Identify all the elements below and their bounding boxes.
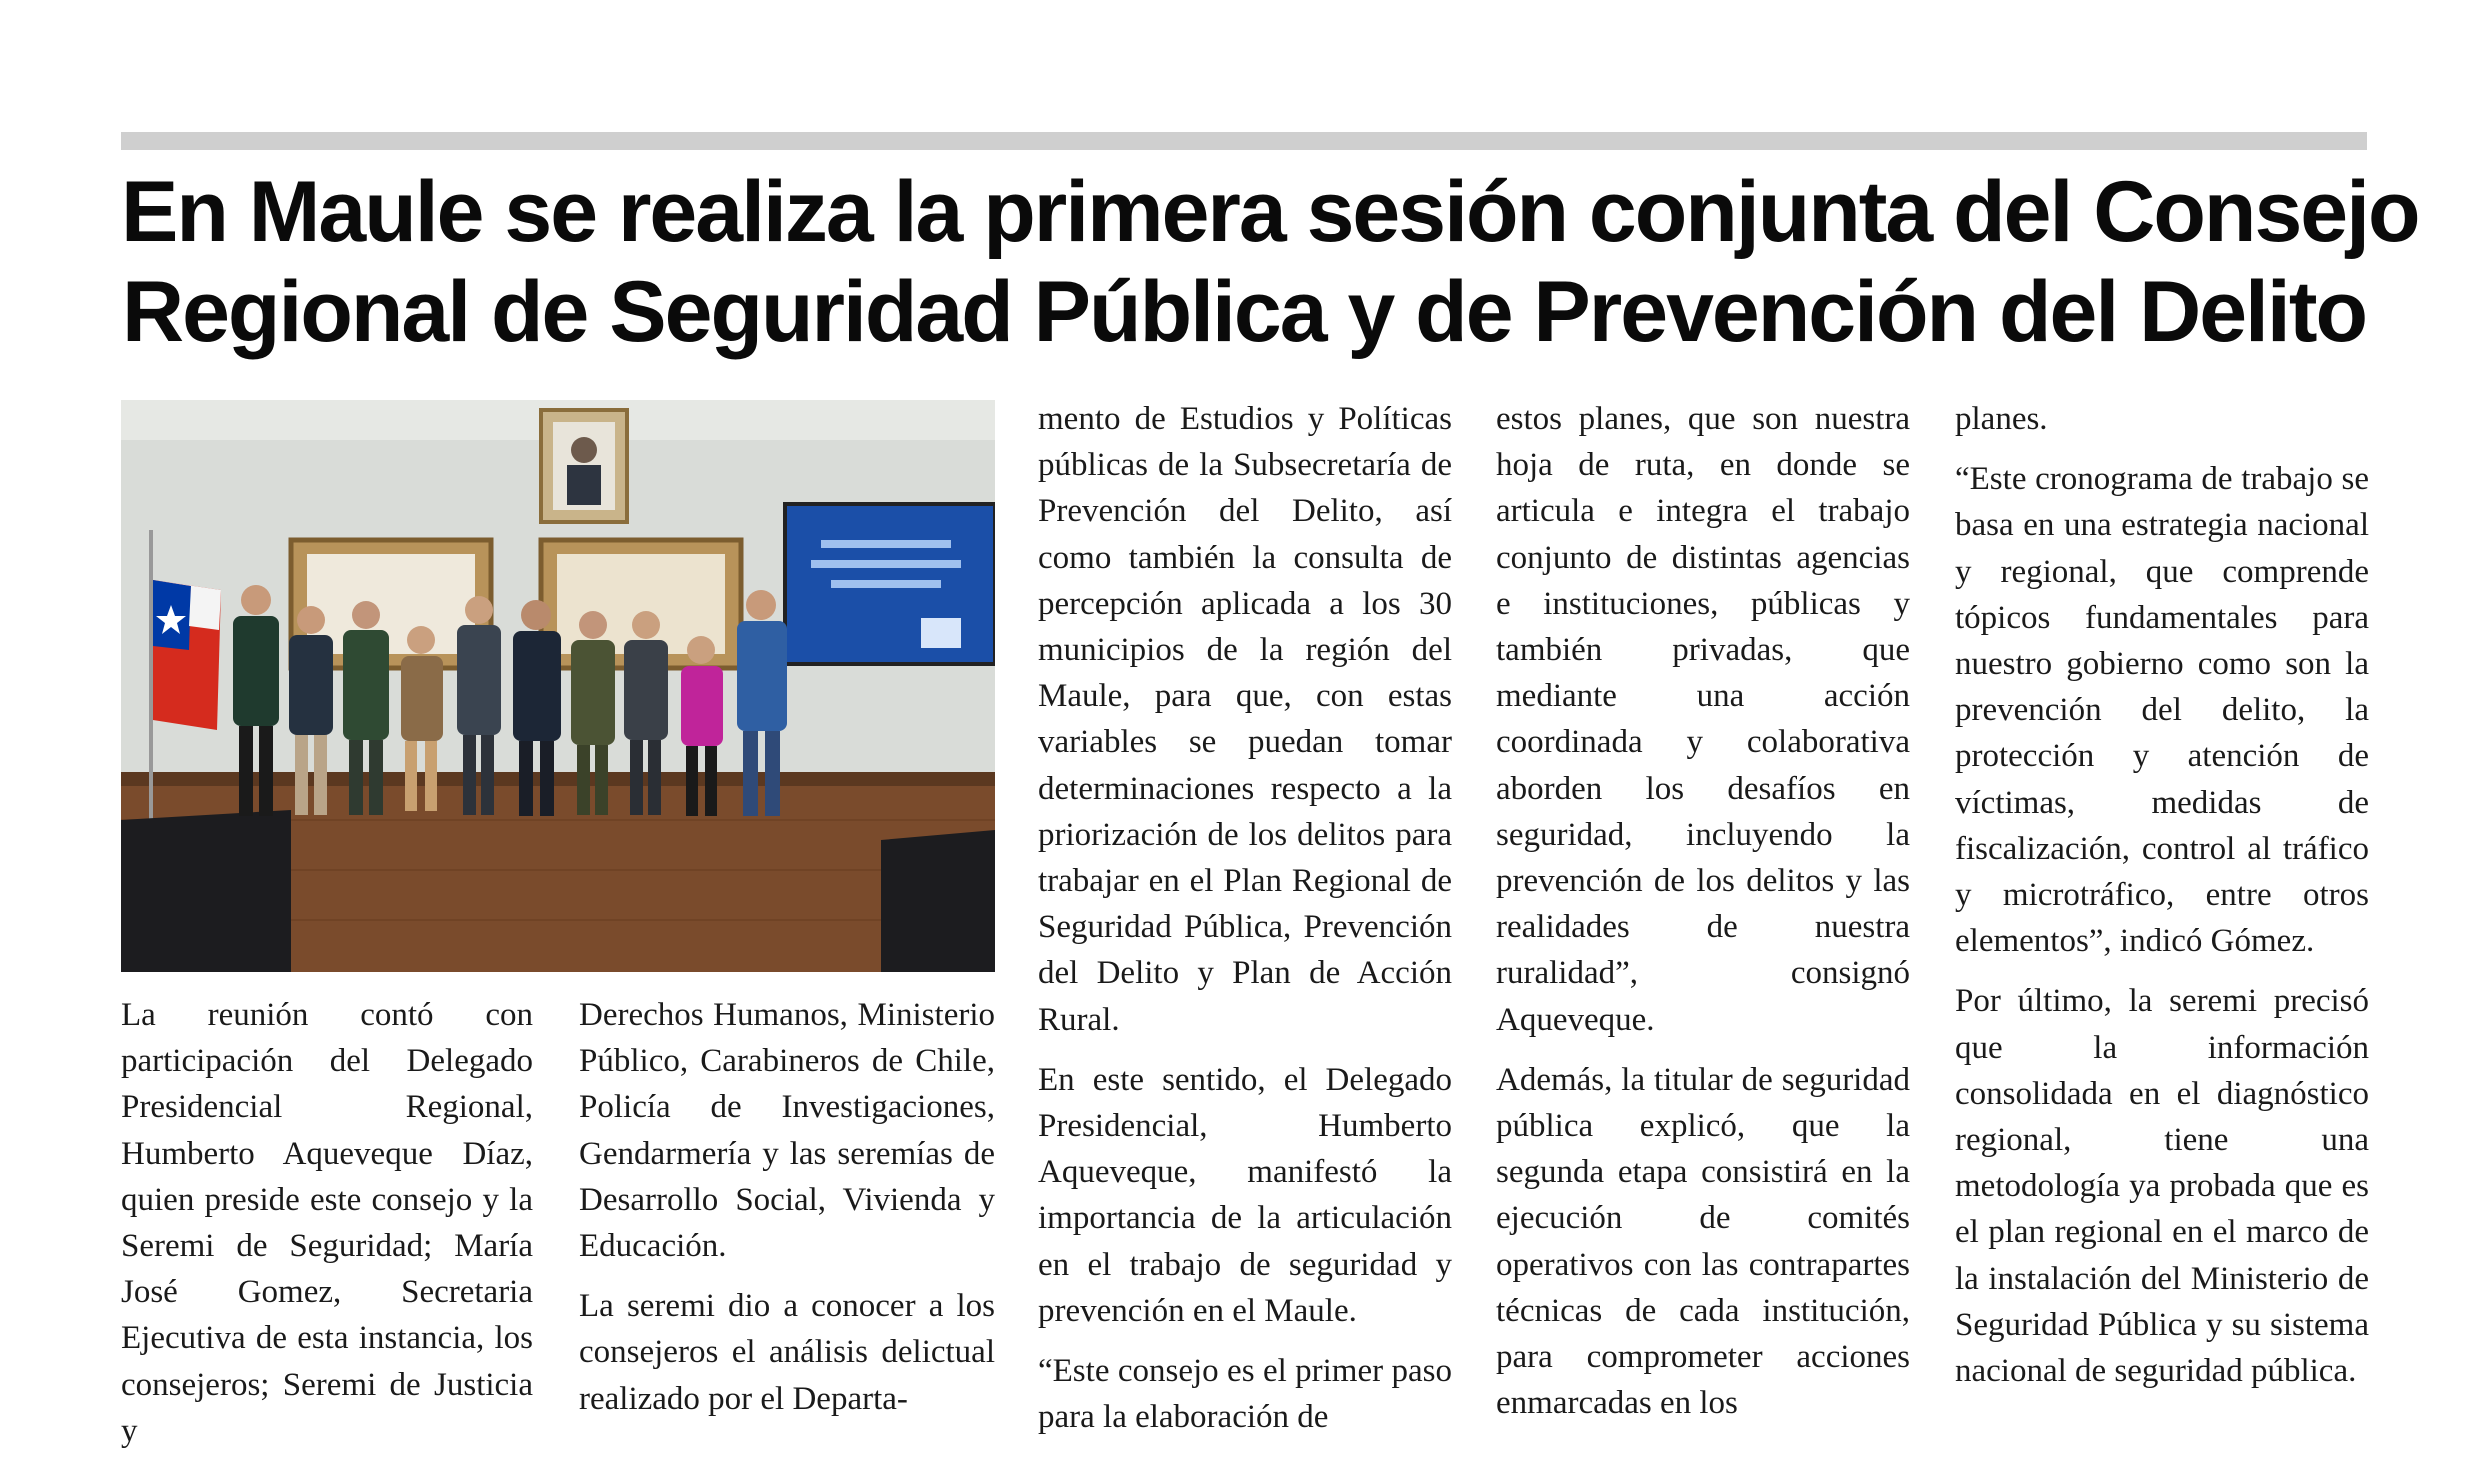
paragraph: “Este consejo es el primer paso para la elaboración de bbox=[1038, 1353, 1452, 1436]
article-photo bbox=[121, 400, 995, 972]
article-column-5 bbox=[1955, 396, 2369, 1408]
article-column-2 bbox=[579, 992, 995, 1436]
headline-line-2: Regional de Seguridad Pública y de Prevención del Delito bbox=[121, 264, 2366, 360]
paragraph: Por último, la seremi precisó que la información consolidada en el diagnóstico regional, tiene una metodología ya probada que es el plan regional en el marco de la instalación del Ministerio de Seguridad Pública y su sistema nacional de seguridad pública. bbox=[1955, 983, 2369, 1390]
paragraph: planes. bbox=[1955, 401, 2048, 437]
group-photo-illustration bbox=[121, 400, 995, 972]
paragraph: Derechos Humanos, Ministerio Público, Carabineros de Chile, Policía de Investigaciones, Gendarmería y las seremías de Desarrollo Social, Vivienda y Educación. bbox=[579, 997, 995, 1265]
table-right bbox=[881, 830, 995, 972]
table-left bbox=[121, 810, 291, 972]
paragraph: estos planes, que son nuestra hoja de ruta, en donde se articula e integra el trabajo conjunto de distintas agencias e instituciones, públicas y también privadas, que mediante una acción coordinada y colaborativa aborden los desafíos en seguridad, incluyendo la prevención de los delitos y las realidades de nuestra ruralidad”, consignó Aqueveque. bbox=[1496, 401, 1910, 1038]
paragraph: mento de Estudios y Políticas públicas de la Subsecretaría de Prevención del Delito, así como también la consulta de percepción aplicada a los 30 municipios de la región del Maule, para que, con estas variables se puedan tomar determinaciones respecto a la priorización de los delitos para trabajar en el Plan Regional de Seguridad Pública, Prevención del Delito y Plan de Acción Rural. bbox=[1038, 401, 1452, 1038]
headline bbox=[121, 162, 2419, 362]
article-column-3 bbox=[1038, 396, 1452, 1454]
article-column-4 bbox=[1496, 396, 1910, 1440]
paragraph: La reunión contó con participación del Delegado Presidencial Regional, Humberto Aqueveque Díaz, quien preside este consejo y la Seremi de Seguridad; María José Gomez, Secretaria Ejecutiva de esta instancia, los consejeros; Seremi de Justicia y bbox=[121, 997, 533, 1449]
headline-line-1: En Maule se realiza la primera sesión conjunta del Consejo bbox=[121, 164, 2419, 260]
header-rule bbox=[121, 132, 2367, 150]
paragraph: “Este cronograma de trabajo se basa en una estrategia nacional y regional, que comprende tópicos fundamentales para nuestro gobierno como son la prevención del delito, la protección y atención de víctimas, medidas de fiscalización, control al tráfico y microtráfico, entre otros elementos”, indicó Gómez. bbox=[1955, 461, 2369, 960]
paragraph: Además, la titular de seguridad pública explicó, que la segunda etapa consistirá en la ejecución de comités operativos con las contrapartes técnicas de cada institución, para comprometer acciones enmarcadas en los bbox=[1496, 1061, 1910, 1422]
article-column-1 bbox=[121, 992, 533, 1468]
paragraph: En este sentido, el Delegado Presidencial, Humberto Aqueveque, manifestó la importancia de la articulación en el trabajo de seguridad y prevención en el Maule. bbox=[1038, 1061, 1452, 1329]
paragraph: La seremi dio a conocer a los consejeros el análisis delictual realizado por el Departa- bbox=[579, 1288, 995, 1417]
